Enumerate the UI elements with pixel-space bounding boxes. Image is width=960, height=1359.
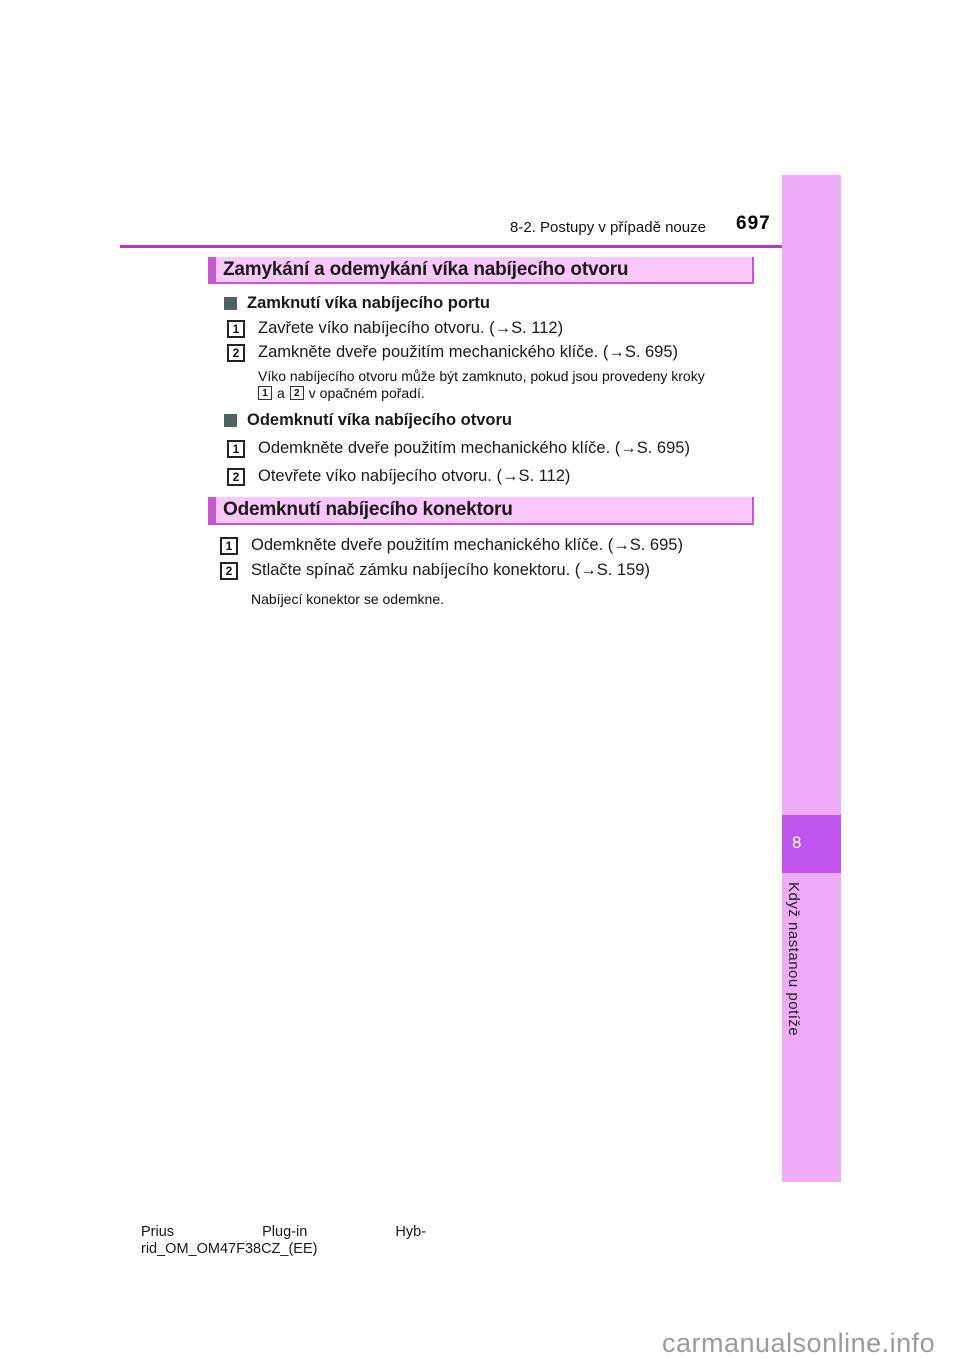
chapter-tab-label: Když nastanou potíže — [785, 882, 802, 1037]
step-number-box: 1 — [227, 320, 245, 338]
inline-step-number-box: 1 — [258, 386, 272, 400]
step-text: Odemkněte dveře použitím mechanického klíče. (→S. 695) — [251, 536, 683, 554]
page-number: 697 — [736, 213, 771, 234]
step-text: Otevřete víko nabíjecího otvoru. (→S. 112) — [258, 467, 571, 485]
step-number-box: 1 — [220, 537, 238, 555]
subsection-heading-lock-port — [224, 294, 490, 313]
note-text-line2 — [258, 385, 425, 401]
step-text: Zavřete víko nabíjecího otvoru. (→S. 112) — [258, 319, 564, 337]
chapter-number: 8 — [792, 833, 802, 852]
section-title-bar-locking — [208, 257, 754, 284]
step-text: Stlačte spínač zámku nabíjecího konektoru. (→S. 159) — [251, 561, 650, 579]
square-bullet-icon — [224, 297, 237, 310]
step-text: Odemkněte dveře použitím mechanického klíče. (→S. 695) — [258, 439, 690, 457]
header-rule — [120, 245, 841, 248]
step-row — [227, 319, 563, 338]
step-number-box: 1 — [227, 440, 245, 458]
step-number-box: 2 — [227, 344, 245, 362]
note-text-line1: Víko nabíjecího otvoru může být zamknuto, pokud jsou provedeny kroky — [258, 368, 705, 384]
note-text: Nabíjecí konektor se odemkne. — [251, 591, 444, 607]
step-row — [220, 536, 683, 555]
step-text: Zamkněte dveře použitím mechanického klíče. (→S. 695) — [258, 343, 679, 361]
footer-doc-code-line1 — [141, 1224, 426, 1240]
step-row — [220, 561, 650, 580]
running-header-section-title: 8-2. Postupy v případě nouze — [510, 219, 706, 236]
section-title: Odemknutí nabíjecího konektoru — [223, 499, 513, 520]
step-row — [227, 439, 690, 458]
footer-word: Prius — [141, 1224, 175, 1240]
footer-word: Plug-in — [262, 1224, 308, 1240]
footer-doc-code-line2: rid_OM_OM47F38CZ_(EE) — [141, 1241, 318, 1257]
inline-step-number-box: 2 — [290, 386, 304, 400]
step-number-box: 2 — [227, 468, 245, 486]
watermark-text: carmanualsonline.info — [662, 1328, 936, 1358]
note-conjunction: a — [277, 385, 285, 401]
step-row — [227, 343, 678, 362]
subsection-heading-label: Zamknutí víka nabíjecího portu — [247, 294, 490, 312]
subsection-heading-unlock-lid — [224, 411, 512, 430]
chapter-number-box — [782, 815, 841, 873]
subsection-heading-label: Odemknutí víka nabíjecího otvoru — [247, 411, 512, 429]
note-text-rest: v opačném pořadí. — [308, 385, 425, 401]
section-title-bar-connector — [208, 497, 754, 525]
footer-word: Hyb- — [395, 1224, 426, 1240]
section-title: Zamykání a odemykání víka nabíjecího otvoru — [223, 258, 629, 280]
step-row — [227, 467, 570, 486]
step-number-box: 2 — [220, 562, 238, 580]
square-bullet-icon — [224, 414, 237, 427]
